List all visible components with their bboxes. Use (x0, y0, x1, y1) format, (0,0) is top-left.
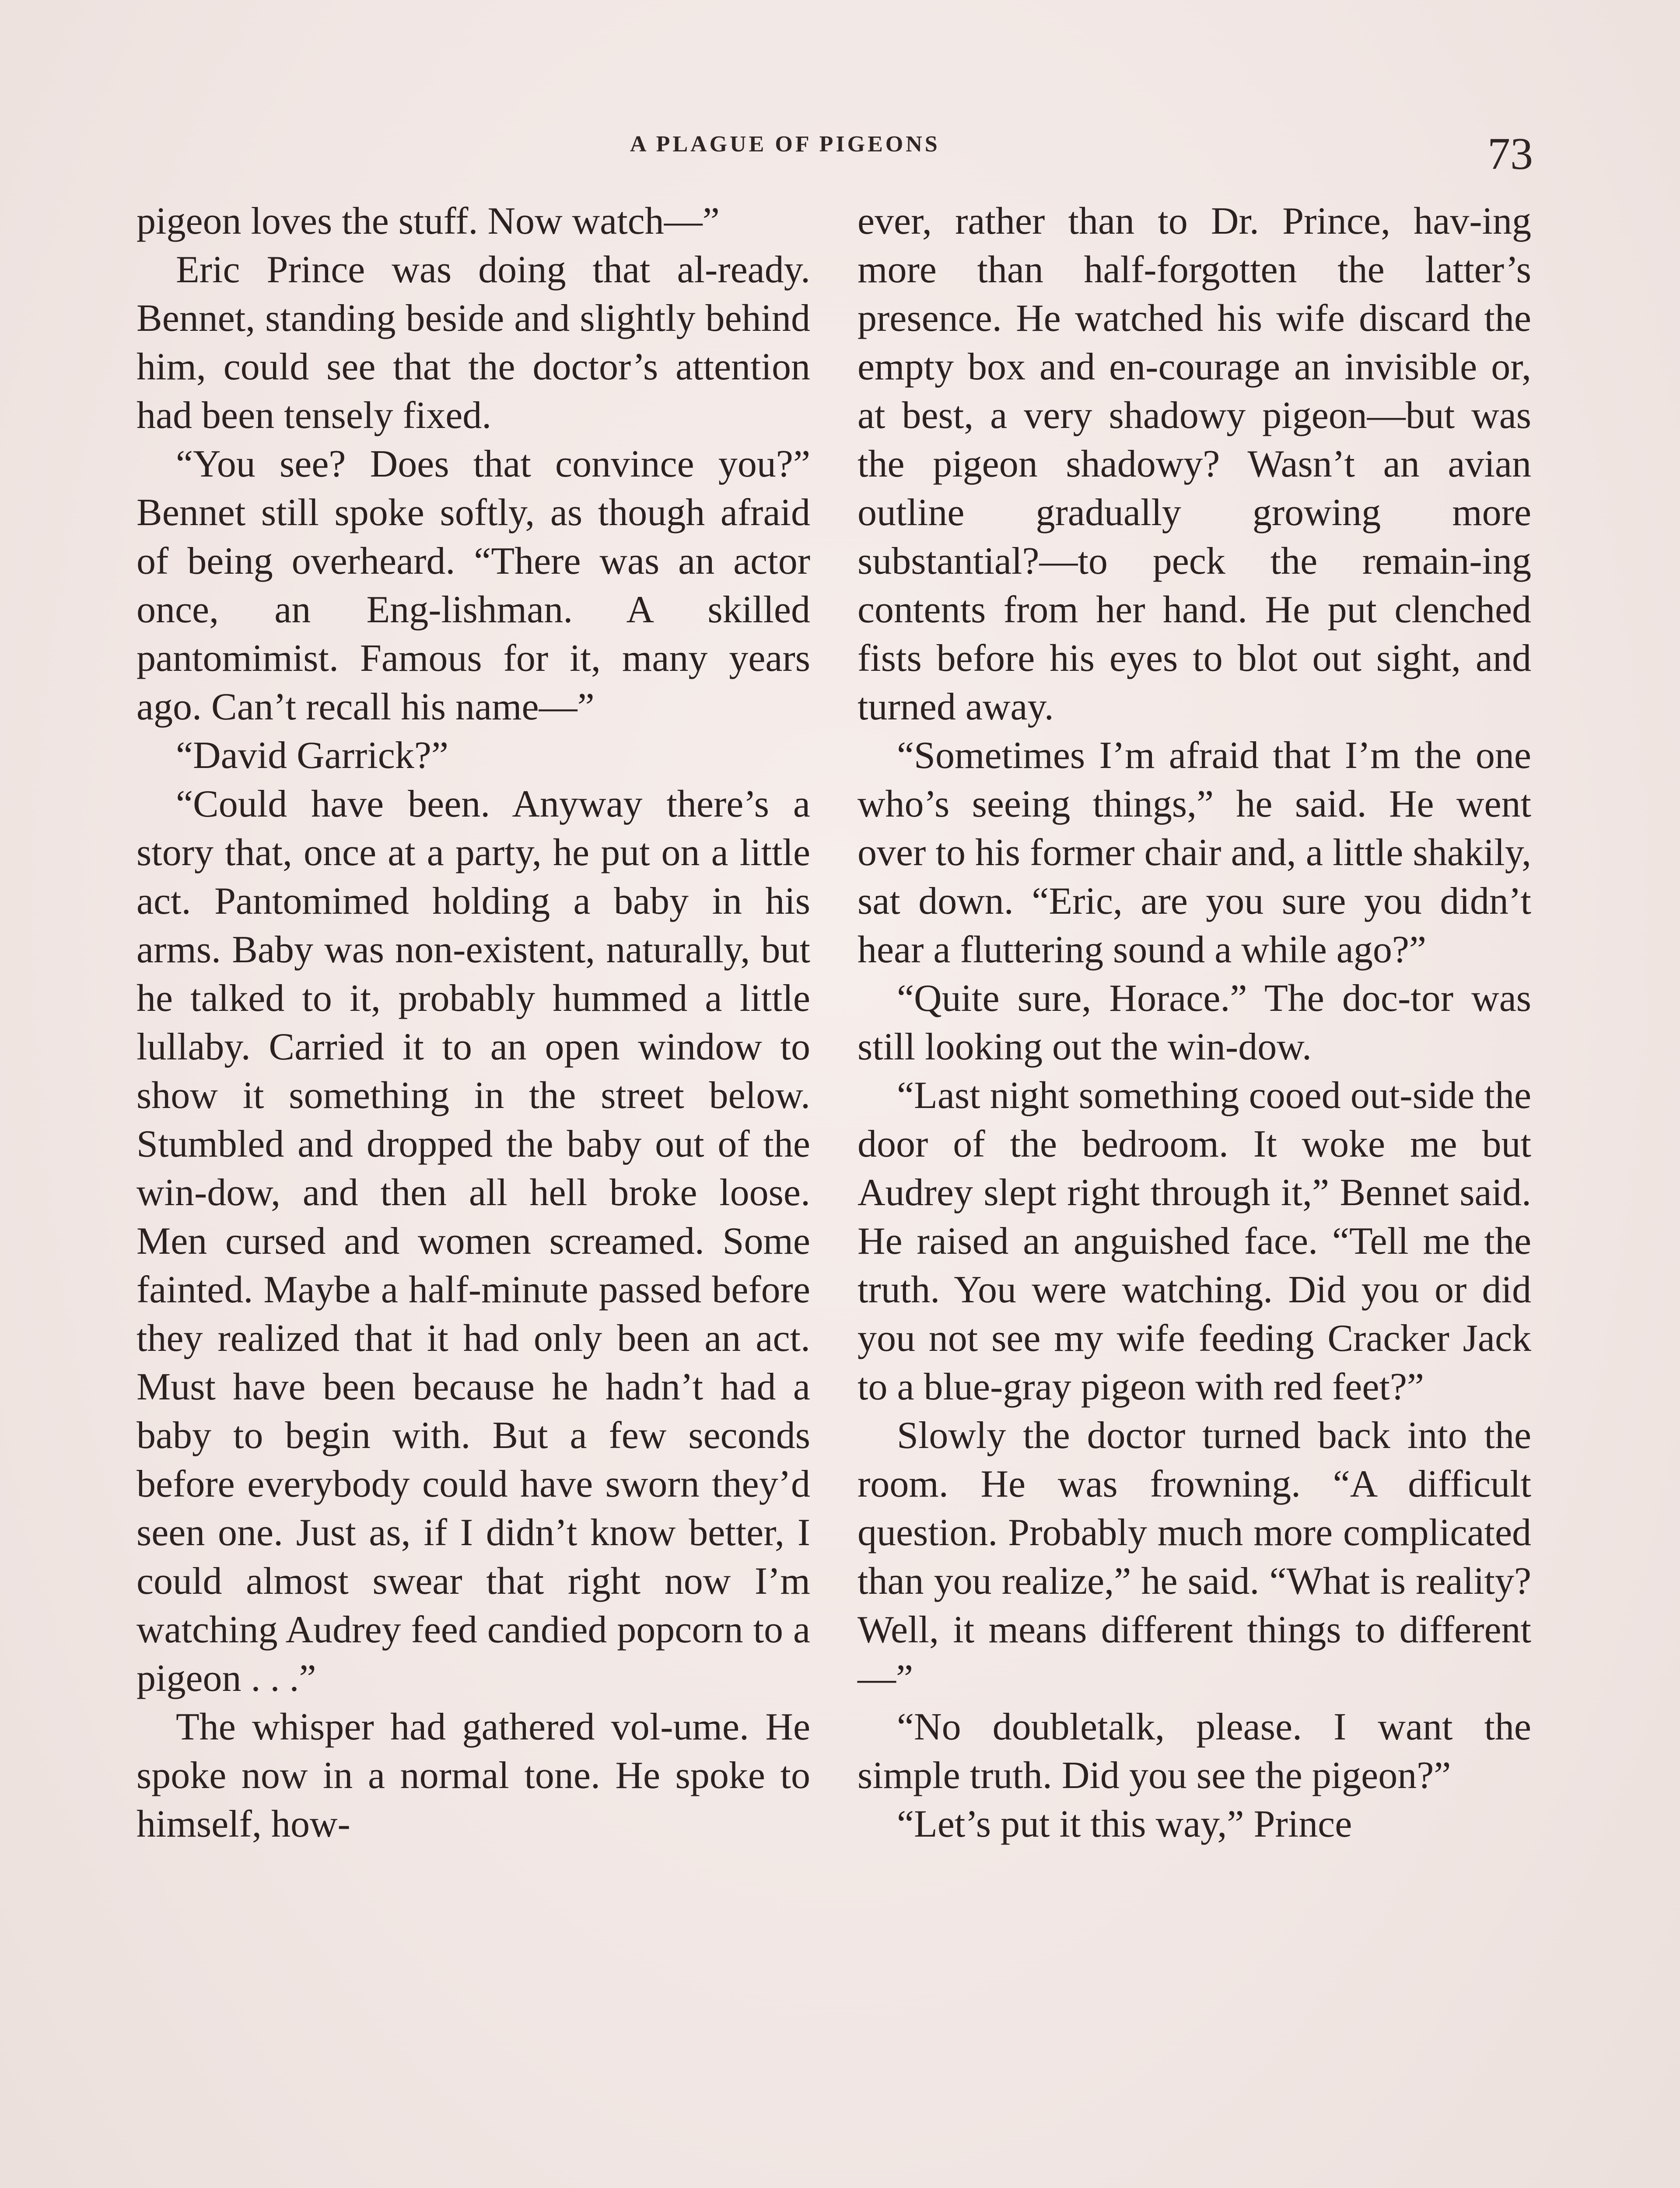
page-number: 73 (1488, 129, 1533, 179)
paragraph: pigeon loves the stuff. Now watch—” (136, 200, 720, 242)
paragraph: Eric Prince was doing that al-ready. Bennet, standing beside and slightly behind him, could see that the doctor’s attention had been tensely fixed. (136, 249, 810, 437)
left-text-column (136, 197, 810, 1848)
right-text-column (858, 197, 1531, 1848)
paragraph: Slowly the doctor turned back into the room. He was frowning. “A difficult question. Probably much more complicated than you realize,” he said. “What is reality? Well, it means different things to different—” (858, 1414, 1531, 1700)
paragraph: The whisper had gathered vol-ume. He spoke now in a normal tone. He spoke to himself, how- (136, 1706, 810, 1845)
paragraph: “Let’s put it this way,” Prince (897, 1803, 1352, 1845)
paragraph: “Sometimes I’m afraid that I’m the one who’s seeing things,” he said. He went over to his former chair and, a little shakily, sat down. “Eric, are you sure you didn’t hear a fluttering sound a while ago?” (858, 734, 1531, 971)
paragraph: “Quite sure, Horace.” The doc-tor was still looking out the win-dow. (858, 977, 1531, 1068)
paragraph: “David Garrick?” (176, 734, 448, 777)
paragraph: ever, rather than to Dr. Prince, hav-ing more than half-forgotten the latter’s presence. He watched his wife discard the empty box and en-courage an invisible or, at best, a very shadowy pigeon—but was the pigeon shadowy? Wasn’t an avian outline gradually growing more substantial?—to peck the remain-ing contents from her hand. He put clenched fists before his eyes to blot out sight, and turned away. (858, 200, 1531, 728)
paragraph: “No doubletalk, please. I want the simple truth. Did you see the pigeon?” (858, 1706, 1531, 1797)
paragraph: “Last night something cooed out-side the door of the bedroom. It woke me but Audrey slept right through it,” Bennet said. He raised an anguished face. “Tell me the truth. You were watching. Did you or did you not see my wife feeding Cracker Jack to a blue-gray pigeon with red feet?” (858, 1074, 1531, 1408)
running-title: A PLAGUE OF PIGEONS (630, 132, 940, 157)
paragraph: “You see? Does that convince you?” Bennet still spoke softly, as though afraid of being overheard. “There was an actor once, an Eng-lishman. A skilled pantomimist. Famous for it, many years ago. Can’t recall his name—” (136, 443, 810, 728)
paragraph: “Could have been. Anyway there’s a story that, once at a party, he put on a little act. Pantomimed holding a baby in his arms. Baby was non-existent, naturally, but he talked to it, probably hummed a little lullaby. Carried it to an open window to show it something in the street below. Stumbled and dropped the baby out of the win-dow, and then all hell broke loose. Men cursed and women screamed. Some fainted. Maybe a half-minute passed before they realized that it had only been an act. Must have been because he hadn’t had a baby to begin with. But a few seconds before everybody could have sworn they’d seen one. Just as, if I didn’t know better, I could almost swear that right now I’m watching Audrey feed candied popcorn to a pigeon . . .” (136, 783, 810, 1700)
